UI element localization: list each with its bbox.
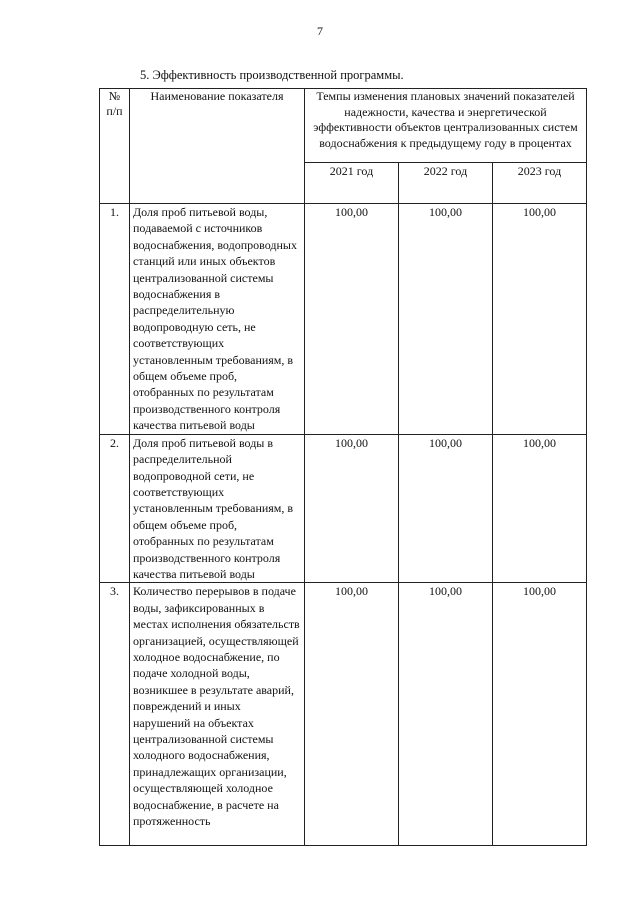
header-num: № п/п xyxy=(100,89,130,204)
header-year-2022: 2022 год xyxy=(399,163,493,204)
header-year-2023: 2023 год xyxy=(493,163,587,204)
row-value-2023: 100,00 xyxy=(493,583,587,846)
header-year-2021: 2021 год xyxy=(305,163,399,204)
row-value-2022: 100,00 xyxy=(399,583,493,846)
row-num: 3. xyxy=(100,583,130,846)
row-name: Количество перерывов в подаче воды, зафиксированных в местах исполнения обязательств организацией, осуществляющей холодное водоснабжение, по подаче холодной воды, возникшее в результате аварий, повреждений и иных нарушений на объектах централизованной системы холодного водоснабжения, принадлежащих организации, осуществляющей холодное водоснабжение, в расчете на протяженность xyxy=(130,583,305,846)
row-value-2021: 100,00 xyxy=(305,204,399,435)
row-value-2022: 100,00 xyxy=(399,434,493,583)
row-value-2021: 100,00 xyxy=(305,434,399,583)
row-value-2022: 100,00 xyxy=(399,204,493,435)
table-row xyxy=(100,583,587,846)
section-title: 5. Эффективность производственной программы. xyxy=(140,68,404,82)
header-row xyxy=(100,89,587,163)
row-value-2023: 100,00 xyxy=(493,434,587,583)
page-number: 7 xyxy=(317,24,323,38)
header-tempo: Темпы изменения плановых значений показателей надежности, качества и энергетической эффективности объектов централизованных систем водоснабжения к предыдущему году в процентах xyxy=(305,89,587,163)
row-name: Доля проб питьевой воды в распределительной водопроводной сети, не соответствующих установленным требованиям, в общем объеме проб, отобранных по результатам производственного контроля качества питьевой воды xyxy=(130,434,305,583)
header-name: Наименование показателя xyxy=(130,89,305,204)
efficiency-table xyxy=(99,88,587,846)
table-row xyxy=(100,204,587,435)
row-num: 1. xyxy=(100,204,130,435)
row-value-2021: 100,00 xyxy=(305,583,399,846)
row-value-2023: 100,00 xyxy=(493,204,587,435)
table-row xyxy=(100,434,587,583)
row-num: 2. xyxy=(100,434,130,583)
row-name: Доля проб питьевой воды, подаваемой с источников водоснабжения, водопроводных станций или иных объектов централизованной системы водоснабжения в распределительную водопроводную сеть, не соответствующих установленным требованиям, в общем объеме проб, отобранных по результатам производственного контроля качества питьевой воды xyxy=(130,204,305,435)
